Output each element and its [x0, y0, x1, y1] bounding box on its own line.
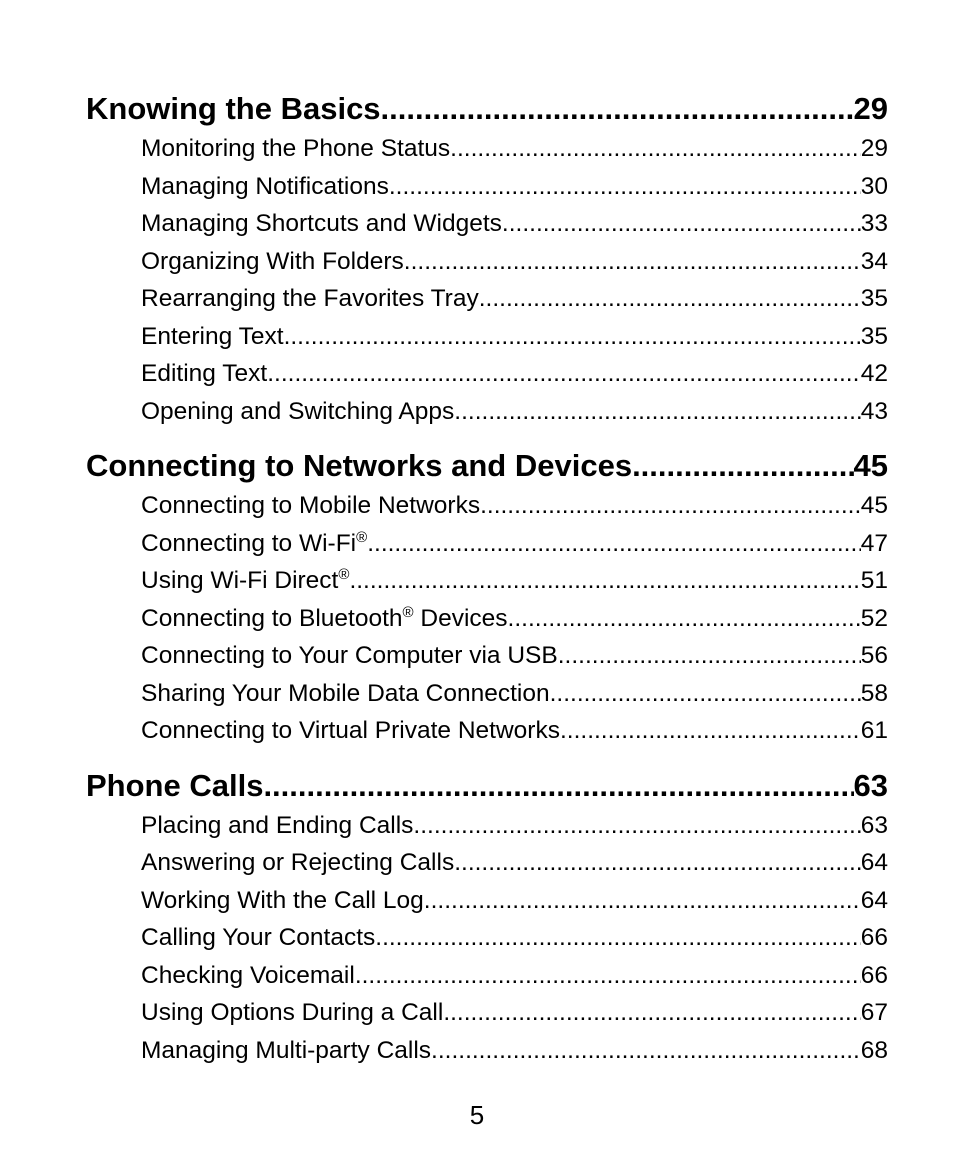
dot-leader	[560, 712, 861, 750]
entry-title	[141, 600, 508, 638]
toc-entry[interactable]	[141, 844, 888, 882]
toc-entry[interactable]	[141, 1032, 888, 1070]
toc-entry[interactable]	[141, 562, 888, 600]
entry-title: Rearranging the Favorites Tray	[141, 285, 479, 312]
toc-entry[interactable]	[141, 637, 888, 675]
entry-title: Managing Shortcuts and Widgets	[141, 210, 502, 237]
entry-title: Placing and Ending Calls	[141, 811, 414, 839]
entry-title: Calling Your Contacts	[141, 924, 376, 951]
entry-page-number: 64	[860, 849, 888, 876]
dot-leader	[550, 675, 861, 713]
dot-leader	[263, 765, 853, 807]
entry-title: Using Options During a Call	[141, 999, 444, 1026]
entry-title-suffix: Devices	[413, 604, 508, 632]
entry-page-number: 67	[860, 999, 888, 1026]
dot-leader	[355, 957, 861, 995]
dot-leader	[424, 882, 861, 920]
entry-page-number: 43	[860, 397, 888, 425]
entry-page-number: 64	[860, 886, 888, 914]
section-page-number: 63	[853, 767, 888, 803]
entry-title: Managing Notifications	[141, 172, 389, 200]
entry-title: Working With the Call Log	[141, 886, 424, 914]
toc-entry[interactable]	[141, 919, 888, 957]
entry-page-number: 58	[860, 679, 888, 707]
dot-leader	[431, 1032, 861, 1070]
toc-entry[interactable]	[141, 994, 888, 1032]
dot-leader	[502, 205, 861, 243]
entry-title: Connecting to Your Computer via USB	[141, 642, 558, 669]
entry-title: Sharing Your Mobile Data Connection	[141, 679, 550, 707]
dot-leader	[349, 562, 860, 600]
section-title: Connecting to Networks and Devices	[86, 448, 633, 483]
toc-entry[interactable]	[141, 130, 888, 168]
table-of-contents	[86, 88, 888, 1069]
section-title: Knowing the Basics	[86, 91, 381, 126]
entry-title-text: Connecting to Bluetooth	[141, 604, 403, 632]
entry-page-number: 66	[860, 961, 888, 989]
entry-page-number: 30	[860, 172, 888, 200]
toc-entry[interactable]	[141, 168, 888, 206]
toc-entry[interactable]	[141, 525, 888, 563]
dot-leader	[284, 318, 861, 356]
toc-entry[interactable]	[141, 487, 888, 525]
dot-leader	[367, 525, 861, 563]
dot-leader	[454, 844, 861, 882]
toc-entry[interactable]	[141, 675, 888, 713]
entry-page-number: 35	[860, 322, 888, 350]
entry-title: Entering Text	[141, 322, 284, 350]
entry-title: Managing Multi-party Calls	[141, 1036, 432, 1064]
dot-leader	[375, 919, 860, 957]
entry-page-number: 51	[860, 567, 888, 594]
section-page-number: 45	[853, 448, 888, 483]
entry-title: Editing Text	[141, 360, 268, 387]
page-number: 5	[469, 1100, 485, 1130]
entry-page-number: 45	[860, 492, 888, 519]
toc-entry[interactable]	[141, 712, 888, 750]
entry-title-text: Connecting to Wi-Fi	[141, 529, 357, 557]
registered-mark: ®	[402, 603, 414, 621]
dot-leader	[508, 600, 861, 638]
dot-leader	[443, 994, 860, 1032]
toc-entry[interactable]	[141, 243, 888, 281]
section-title: Phone Calls	[86, 767, 264, 803]
entry-page-number: 66	[860, 924, 888, 951]
registered-mark: ®	[356, 528, 368, 546]
entry-title	[141, 525, 367, 563]
toc-entry[interactable]	[141, 393, 888, 431]
section-page-number: 29	[853, 91, 888, 126]
entry-title: Connecting to Mobile Networks	[141, 492, 481, 519]
entry-title: Opening and Switching Apps	[141, 397, 455, 425]
dot-leader	[480, 487, 861, 525]
toc-entry[interactable]	[141, 600, 888, 638]
entry-page-number: 63	[860, 811, 888, 839]
dot-leader	[454, 393, 860, 431]
entry-title: Connecting to Virtual Private Networks	[141, 717, 560, 744]
dot-leader	[381, 88, 854, 130]
dot-leader	[479, 280, 861, 318]
dot-leader	[450, 130, 861, 168]
entry-page-number: 68	[860, 1036, 888, 1064]
entry-page-number: 33	[860, 210, 888, 237]
entry-title: Answering or Rejecting Calls	[141, 849, 455, 876]
entry-page-number: 35	[860, 285, 888, 312]
toc-entry[interactable]	[141, 318, 888, 356]
dot-leader	[413, 807, 860, 845]
toc-entry[interactable]	[141, 807, 888, 845]
dot-leader	[267, 355, 861, 393]
toc-entry[interactable]	[141, 355, 888, 393]
toc-entry[interactable]	[141, 280, 888, 318]
entry-page-number: 29	[860, 135, 888, 162]
entry-page-number: 34	[860, 247, 888, 275]
toc-entry[interactable]	[141, 882, 888, 920]
toc-section-heading[interactable]	[86, 765, 888, 807]
entry-title: Monitoring the Phone Status	[141, 135, 451, 162]
entry-title-text: Using Wi-Fi Direct	[141, 567, 339, 594]
entry-page-number: 61	[860, 717, 888, 744]
entry-page-number: 52	[860, 604, 888, 632]
dot-leader	[558, 637, 861, 675]
entry-title: Checking Voicemail	[141, 961, 355, 989]
toc-section-heading[interactable]	[86, 88, 888, 130]
dot-leader	[389, 168, 861, 206]
entry-title	[141, 562, 349, 600]
toc-section-heading[interactable]	[86, 445, 888, 487]
dot-leader	[632, 445, 853, 487]
dot-leader	[404, 243, 861, 281]
entry-title: Organizing With Folders	[141, 247, 404, 275]
entry-page-number: 47	[860, 529, 888, 557]
toc-entry[interactable]	[141, 957, 888, 995]
entry-page-number: 56	[860, 642, 888, 669]
entry-page-number: 42	[860, 360, 888, 387]
toc-entry[interactable]	[141, 205, 888, 243]
registered-mark: ®	[338, 566, 350, 583]
